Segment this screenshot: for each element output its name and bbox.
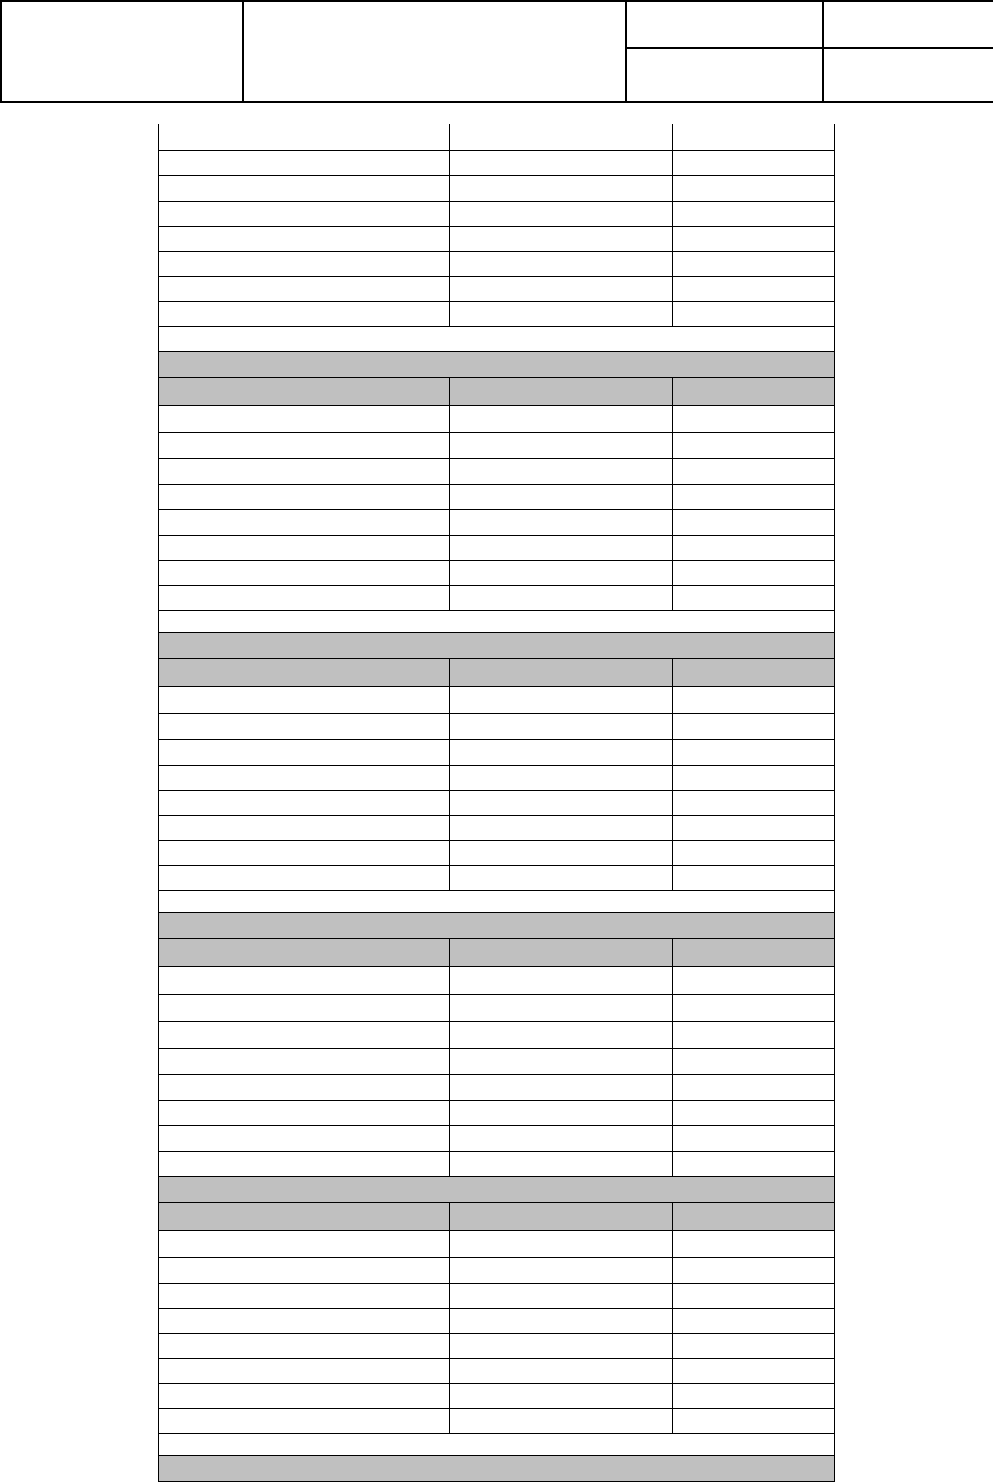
- table-cell: [159, 432, 450, 458]
- table-cell: [159, 994, 450, 1021]
- table-row: [159, 175, 835, 201]
- table-cell: [159, 815, 450, 840]
- column-header-cell: [673, 938, 835, 966]
- table-row: [159, 1100, 835, 1125]
- table-row: [159, 1074, 835, 1100]
- table-cell: [450, 1257, 673, 1283]
- table-cell: [673, 560, 835, 585]
- table-cell: [450, 815, 673, 840]
- table-cell: [159, 560, 450, 585]
- table-cell: [673, 713, 835, 739]
- table-cell: [673, 535, 835, 560]
- table-row: [159, 535, 835, 560]
- table-cell: [450, 150, 673, 175]
- table-cell: [673, 1408, 835, 1433]
- table-cell: [673, 509, 835, 535]
- section-title: [159, 1455, 835, 1481]
- table-cell: [450, 1100, 673, 1125]
- table-cell: [450, 226, 673, 251]
- table-row: [159, 509, 835, 535]
- table-cell: [159, 1074, 450, 1100]
- table-row: [159, 251, 835, 276]
- table-row: [159, 1021, 835, 1048]
- table-cell: [159, 1151, 450, 1176]
- table-row: [159, 765, 835, 790]
- table-row: [159, 713, 835, 739]
- table-cell: [450, 1230, 673, 1257]
- table-cell: [159, 1333, 450, 1358]
- table-cell: [673, 1048, 835, 1074]
- table-row: [159, 1230, 835, 1257]
- table-cell: [450, 276, 673, 301]
- table-cell: [673, 301, 835, 326]
- table-cell: [673, 150, 835, 175]
- table-cell: [673, 1021, 835, 1048]
- table-cell: [673, 815, 835, 840]
- spacer-cell: [159, 1433, 835, 1455]
- table-cell: [450, 201, 673, 226]
- table-cell: [673, 739, 835, 765]
- table-cell: [673, 1100, 835, 1125]
- table-row: [159, 1408, 835, 1433]
- table-cell: [159, 840, 450, 865]
- table-row: [159, 815, 835, 840]
- table-cell: [673, 1257, 835, 1283]
- table-cell: [159, 1048, 450, 1074]
- table-cell: [450, 458, 673, 484]
- table-cell: [450, 865, 673, 890]
- table-row: [159, 201, 835, 226]
- table-row: [159, 484, 835, 509]
- table-cell: [450, 1283, 673, 1308]
- column-header-cell: [450, 1202, 673, 1230]
- table-row: [159, 560, 835, 585]
- table-row: [159, 124, 835, 150]
- table-cell: [450, 560, 673, 585]
- table-row: [159, 790, 835, 815]
- table-cell: [450, 1048, 673, 1074]
- section-header-row: [159, 1455, 835, 1481]
- table-cell: [159, 686, 450, 713]
- header-meta-value-2: [823, 48, 993, 102]
- table-cell: [159, 1383, 450, 1408]
- column-header-cell: [159, 1202, 450, 1230]
- table-cell: [159, 790, 450, 815]
- table-row: [159, 1358, 835, 1383]
- table-cell: [673, 432, 835, 458]
- table-cell: [673, 1074, 835, 1100]
- table-cell: [450, 1074, 673, 1100]
- table-cell: [450, 686, 673, 713]
- column-header-row: [159, 1202, 835, 1230]
- table-cell: [159, 1021, 450, 1048]
- table-cell: [450, 1408, 673, 1433]
- table-row: [159, 1333, 835, 1358]
- table-cell: [159, 175, 450, 201]
- table-cell: [159, 150, 450, 175]
- table-cell: [159, 509, 450, 535]
- table-cell: [159, 1408, 450, 1433]
- table-cell: [450, 301, 673, 326]
- column-header-cell: [450, 377, 673, 405]
- table-row: [159, 226, 835, 251]
- table-cell: [450, 790, 673, 815]
- spacer-cell: [159, 890, 835, 912]
- document-header: [0, 0, 993, 103]
- table-row: [159, 276, 835, 301]
- column-header-cell: [673, 658, 835, 686]
- table-cell: [673, 585, 835, 610]
- header-logo-cell: [1, 1, 243, 102]
- table-cell: [450, 765, 673, 790]
- table-cell: [450, 1358, 673, 1383]
- column-header-cell: [673, 377, 835, 405]
- table-cell: [450, 1383, 673, 1408]
- table-cell: [159, 1308, 450, 1333]
- table-row: [159, 1048, 835, 1074]
- table-cell: [159, 226, 450, 251]
- table-cell: [450, 1308, 673, 1333]
- table-row: [159, 1151, 835, 1176]
- column-header-cell: [159, 938, 450, 966]
- table-cell: [673, 201, 835, 226]
- column-header-cell: [450, 658, 673, 686]
- table-cell: [159, 301, 450, 326]
- table-row: [159, 150, 835, 175]
- spacer-row: [159, 1433, 835, 1455]
- section-title: [159, 912, 835, 938]
- table-cell: [159, 739, 450, 765]
- table-cell: [673, 1358, 835, 1383]
- table-cell: [673, 1151, 835, 1176]
- table-cell: [159, 458, 450, 484]
- table-cell: [159, 1283, 450, 1308]
- table-cell: [159, 276, 450, 301]
- section-header-row: [159, 912, 835, 938]
- table-cell: [450, 509, 673, 535]
- section-title: [159, 632, 835, 658]
- section-header-row: [159, 1176, 835, 1202]
- spacer-row: [159, 326, 835, 351]
- table-row: [159, 405, 835, 432]
- section-title: [159, 1176, 835, 1202]
- table-cell: [673, 1125, 835, 1151]
- table-cell: [450, 251, 673, 276]
- table-cell: [159, 1125, 450, 1151]
- table-cell: [159, 535, 450, 560]
- table-cell: [450, 484, 673, 509]
- table-cell: [450, 713, 673, 739]
- table-row: [159, 1257, 835, 1283]
- spacer-cell: [159, 610, 835, 632]
- table-cell: [673, 790, 835, 815]
- table-row: [159, 686, 835, 713]
- table-cell: [673, 865, 835, 890]
- table-cell: [450, 1333, 673, 1358]
- table-cell: [159, 966, 450, 994]
- table-cell: [450, 124, 673, 150]
- header-meta-value-1: [823, 1, 993, 48]
- table-cell: [159, 585, 450, 610]
- table-cell: [159, 1230, 450, 1257]
- table-cell: [673, 405, 835, 432]
- header-meta-label-2: [626, 48, 823, 102]
- form-table: [158, 124, 835, 1482]
- table-cell: [673, 276, 835, 301]
- table-row: [159, 432, 835, 458]
- table-cell: [450, 966, 673, 994]
- table-cell: [673, 175, 835, 201]
- table-cell: [450, 175, 673, 201]
- table-cell: [159, 251, 450, 276]
- table-cell: [159, 484, 450, 509]
- section-title: [159, 351, 835, 377]
- table-row: [159, 994, 835, 1021]
- header-title-cell: [243, 1, 626, 102]
- table-row: [159, 1283, 835, 1308]
- table-cell: [159, 124, 450, 150]
- table-cell: [673, 1383, 835, 1408]
- table-cell: [450, 994, 673, 1021]
- table-cell: [159, 765, 450, 790]
- section-header-row: [159, 632, 835, 658]
- table-cell: [450, 405, 673, 432]
- table-cell: [450, 1151, 673, 1176]
- table-cell: [450, 535, 673, 560]
- table-cell: [673, 1283, 835, 1308]
- table-cell: [673, 484, 835, 509]
- spacer-row: [159, 610, 835, 632]
- spacer-cell: [159, 326, 835, 351]
- column-header-row: [159, 658, 835, 686]
- table-cell: [673, 1230, 835, 1257]
- table-cell: [159, 1358, 450, 1383]
- table-row: [159, 585, 835, 610]
- column-header-cell: [450, 938, 673, 966]
- spacer-row: [159, 890, 835, 912]
- table-cell: [159, 713, 450, 739]
- table-cell: [673, 251, 835, 276]
- table-row: [159, 966, 835, 994]
- table-cell: [673, 124, 835, 150]
- table-row: [159, 1125, 835, 1151]
- column-header-cell: [159, 377, 450, 405]
- table-cell: [673, 994, 835, 1021]
- column-header-row: [159, 938, 835, 966]
- table-cell: [673, 765, 835, 790]
- column-header-row: [159, 377, 835, 405]
- table-cell: [450, 1021, 673, 1048]
- table-cell: [673, 226, 835, 251]
- table-cell: [673, 966, 835, 994]
- table-cell: [450, 1125, 673, 1151]
- column-header-cell: [159, 658, 450, 686]
- table-cell: [450, 432, 673, 458]
- header-meta-label-1: [626, 1, 823, 48]
- table-cell: [450, 840, 673, 865]
- column-header-cell: [673, 1202, 835, 1230]
- table-cell: [159, 1100, 450, 1125]
- table-cell: [450, 585, 673, 610]
- table-row: [159, 301, 835, 326]
- table-row: [159, 458, 835, 484]
- table-cell: [159, 405, 450, 432]
- table-row: [159, 739, 835, 765]
- table-row: [159, 1383, 835, 1408]
- table-cell: [673, 458, 835, 484]
- section-header-row: [159, 351, 835, 377]
- table-cell: [450, 739, 673, 765]
- table-cell: [159, 201, 450, 226]
- table-row: [159, 865, 835, 890]
- table-cell: [159, 865, 450, 890]
- table-row: [159, 1308, 835, 1333]
- table-row: [159, 840, 835, 865]
- table-cell: [673, 1333, 835, 1358]
- table-cell: [673, 1308, 835, 1333]
- table-cell: [673, 686, 835, 713]
- table-cell: [159, 1257, 450, 1283]
- table-cell: [673, 840, 835, 865]
